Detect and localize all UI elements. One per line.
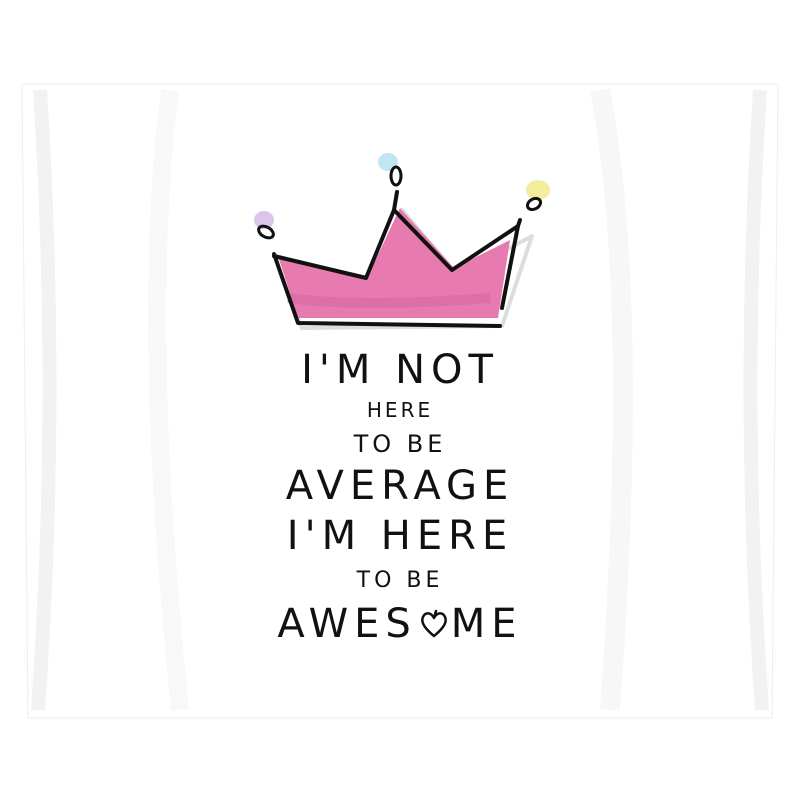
quote-line-2: HERE bbox=[366, 398, 434, 422]
quote-line-6: TO BE bbox=[356, 568, 444, 593]
quote-text bbox=[200, 347, 600, 647]
quote-line-1: I'M NOT bbox=[301, 347, 499, 393]
quote-line-5: I'M HERE bbox=[286, 513, 514, 559]
crown-icon bbox=[240, 148, 560, 338]
quote-line-3: TO BE bbox=[353, 430, 447, 458]
heart-icon bbox=[419, 609, 449, 639]
quote-line-4: AVERAGE bbox=[285, 463, 515, 509]
quote-line-7 bbox=[200, 601, 600, 647]
quote-line-7-end: ME bbox=[450, 601, 523, 647]
quote-line-7-start: AWES bbox=[277, 601, 417, 647]
